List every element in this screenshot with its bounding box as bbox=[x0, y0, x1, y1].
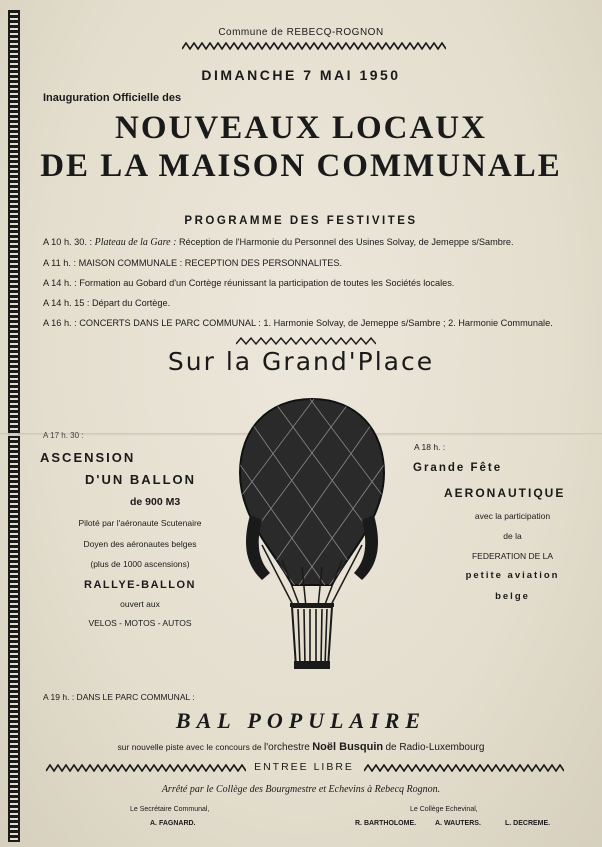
programme-place: Plateau de la Gare : bbox=[94, 237, 177, 248]
arrete-text: Arrêté par le Collège des Bourgmestre et Echevins à Rebecq Rognon. bbox=[161, 784, 441, 795]
grand-place-heading: Sur la Grand'Place bbox=[167, 347, 435, 376]
programme-heading: PROGRAMME DES FESTIVITES bbox=[184, 215, 418, 227]
ballon-volume: de 900 M3 bbox=[130, 496, 181, 508]
federation-text: FEDERATION DE LA bbox=[471, 551, 554, 561]
right-time: A 18 h. : bbox=[414, 442, 446, 452]
title-line-1: NOUVEAUX LOCAUX bbox=[115, 110, 487, 146]
college-member: R. BARTHOLOME. bbox=[355, 820, 417, 827]
pilot-text: Piloté par l'aéronaute Scutenaire bbox=[78, 518, 202, 528]
zigzag-divider-top bbox=[182, 42, 446, 50]
ornament-divider bbox=[236, 337, 376, 345]
programme-time: A 11 h. : bbox=[43, 258, 77, 268]
petite-aviation-text: petite aviation bbox=[465, 570, 560, 581]
programme-item bbox=[43, 278, 454, 288]
programme-time: A 14 h. 15 : bbox=[43, 298, 90, 308]
ascension-title: ASCENSION bbox=[40, 450, 136, 465]
college-member: L. DECREME. bbox=[505, 820, 551, 827]
de-la-text: de la bbox=[503, 531, 522, 541]
ballon-title: D'UN BALLON bbox=[85, 472, 197, 487]
doyen-text: Doyen des aéronautes belges bbox=[83, 539, 197, 549]
secretary-name: A. FAGNARD. bbox=[150, 820, 196, 827]
programme-text: MAISON COMMUNALE : RECEPTION DES PERSONNALITES. bbox=[78, 258, 343, 268]
programme-time: A 16 h. : bbox=[43, 318, 77, 328]
programme-text: CONCERTS DANS LE PARC COMMUNAL : 1. Harmonie Solvay, de Jemeppe s/Sambre ; 2. Harmonie Communale. bbox=[79, 318, 553, 328]
entree-libre: ENTREE LIBRE bbox=[254, 761, 354, 773]
programme-text: Formation au Gobard d'un Cortège réunissant la participation de toutes les Sociétés locales. bbox=[79, 278, 455, 288]
programme-time: A 14 h. : bbox=[43, 278, 77, 288]
evening-time: A 19 h. : DANS LE PARC COMMUNAL : bbox=[43, 692, 195, 702]
event-date: DIMANCHE 7 MAI 1950 bbox=[201, 67, 401, 83]
orchestra-name: Noël Busquin bbox=[312, 741, 384, 753]
college-member: A. WAUTERS. bbox=[435, 820, 481, 827]
programme-item bbox=[43, 318, 553, 328]
orchestra-word: l'orchestre bbox=[264, 742, 310, 753]
commune-name: Commune de REBECQ-ROGNON bbox=[218, 27, 384, 38]
secretary-title: Le Secrétaire Communal, bbox=[130, 806, 210, 813]
orchestra-line bbox=[0, 741, 602, 753]
ascensions-text: (plus de 1000 ascensions) bbox=[90, 559, 190, 569]
zigzag-divider-right bbox=[364, 764, 564, 772]
zigzag-divider-left bbox=[46, 764, 246, 772]
orchestra-radio: de Radio-Luxembourg bbox=[385, 742, 485, 753]
aeronautique-title: AERONAUTIQUE bbox=[444, 486, 566, 500]
programme-item bbox=[43, 237, 514, 248]
programme-item bbox=[43, 258, 342, 268]
balloon-illustration bbox=[232, 395, 392, 675]
rallye-title: RALLYE-BALLON bbox=[84, 579, 196, 591]
ouvert-text: ouvert aux bbox=[120, 599, 160, 609]
programme-time: A 10 h. 30. : bbox=[43, 237, 93, 247]
inauguration-label: Inauguration Officielle des bbox=[43, 92, 182, 104]
programme-item bbox=[43, 298, 170, 308]
left-time: A 17 h. 30 : bbox=[43, 431, 84, 440]
participation-text: avec la participation bbox=[474, 511, 551, 521]
programme-text: Départ du Cortège. bbox=[92, 298, 171, 308]
programme-text: Réception de l'Harmonie du Personnel des Usines Solvay, de Jemeppe s/Sambre. bbox=[179, 237, 514, 247]
orchestra-pre: sur nouvelle piste avec le concours de bbox=[117, 742, 262, 752]
college-title: Le Collège Echevinal, bbox=[410, 806, 478, 813]
belge-text: belge bbox=[495, 591, 530, 602]
title-line-2: DE LA MAISON COMMUNALE bbox=[40, 148, 562, 184]
grande-fete-title: Grande Fête bbox=[413, 462, 503, 474]
bal-populaire-title: BAL POPULAIRE bbox=[175, 708, 427, 733]
vehicles-text: VELOS - MOTOS - AUTOS bbox=[88, 618, 192, 628]
